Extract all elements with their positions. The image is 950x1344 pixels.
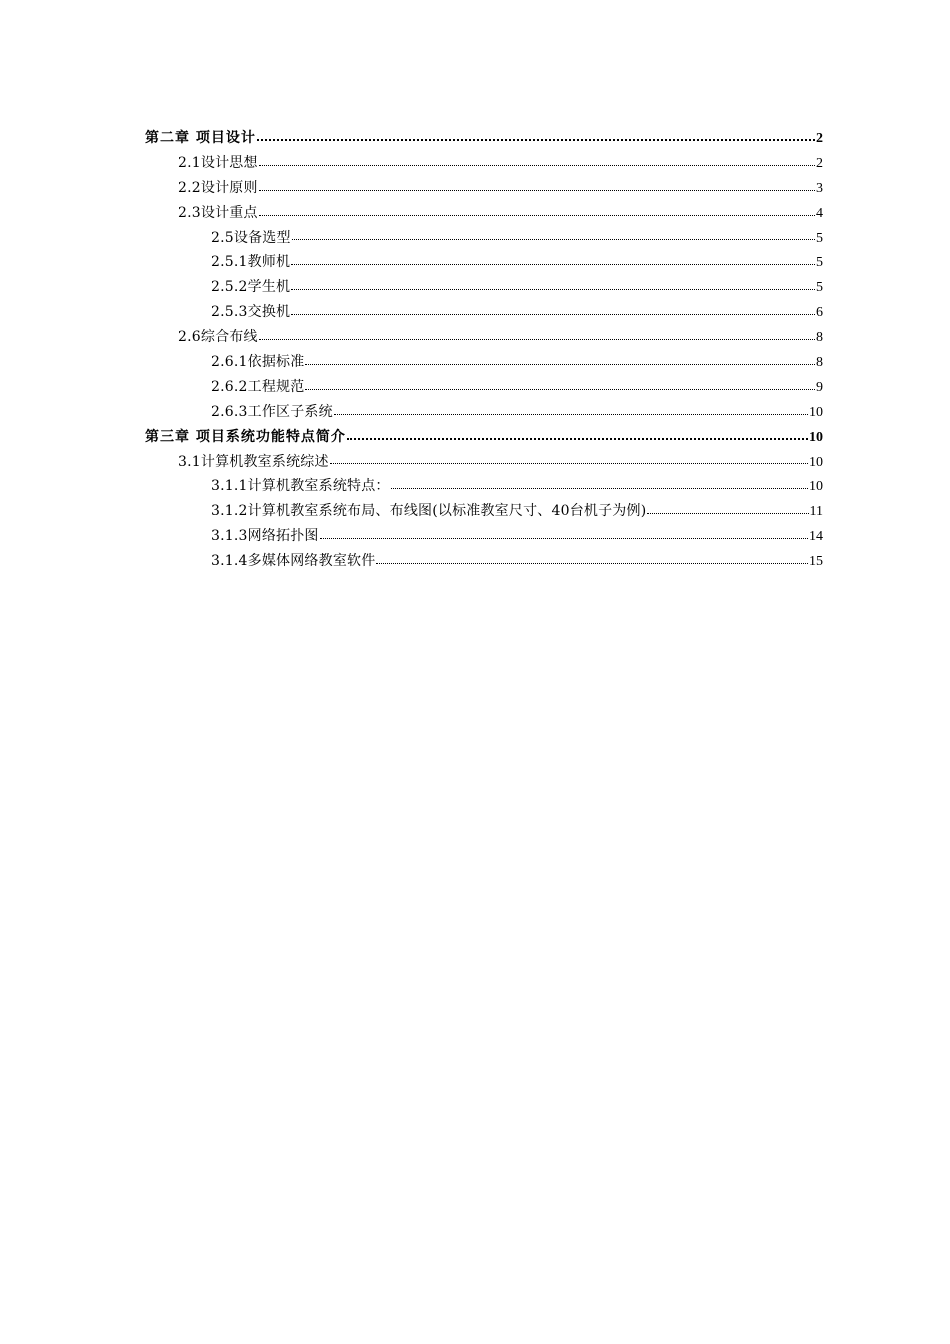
toc-page-number: 3 (816, 180, 823, 196)
toc-entry-label: 2.6.3工作区子系统 (211, 403, 333, 420)
toc-entry[interactable] (145, 300, 823, 325)
toc-dot-leader (376, 562, 808, 564)
toc-entry-label: 2.6综合布线 (178, 329, 258, 346)
toc-entry[interactable] (145, 499, 823, 524)
toc-entry[interactable] (145, 450, 823, 475)
toc-dot-leader (391, 487, 808, 489)
toc-entry-label: 3.1计算机教室系统综述 (178, 453, 329, 470)
toc-entry-label: 3.1.3网络拓扑图 (211, 528, 319, 545)
toc-entry[interactable] (145, 176, 823, 201)
toc-dot-leader (647, 512, 808, 514)
toc-entry[interactable] (145, 474, 823, 499)
toc-entry-label: 2.5.3交换机 (211, 304, 291, 321)
toc-page-number: 9 (816, 379, 823, 395)
toc-dot-leader (291, 288, 815, 290)
toc-entry[interactable] (145, 350, 823, 375)
toc-dot-leader (259, 189, 815, 191)
toc-entry[interactable] (145, 275, 823, 300)
toc-entry-label: 第二章 项目设计 (145, 130, 256, 146)
toc-entry-label: 2.6.1依据标准 (211, 354, 305, 371)
toc-dot-leader (291, 263, 815, 265)
toc-page-number: 8 (816, 355, 823, 371)
toc-page-number: 5 (816, 280, 823, 296)
toc-page-number: 14 (809, 529, 823, 545)
toc-page-number: 4 (816, 205, 823, 221)
toc-page-number: 6 (816, 305, 823, 321)
toc-dot-leader (320, 537, 808, 539)
toc-page-number: 10 (809, 404, 823, 420)
toc-dot-leader (259, 338, 815, 340)
toc-dot-leader (334, 413, 808, 415)
toc-entry-label: 2.5.2学生机 (211, 279, 291, 296)
toc-entry-label: 第三章 项目系统功能特点简介 (145, 428, 346, 445)
toc-entry[interactable] (145, 226, 823, 251)
toc-page-number: 2 (816, 131, 823, 146)
toc-entry[interactable] (145, 549, 823, 574)
toc-page-number: 5 (816, 230, 823, 246)
toc-page-number: 8 (816, 330, 823, 346)
toc-entry-label: 2.1设计思想 (178, 154, 258, 171)
toc-page-number: 5 (816, 255, 823, 271)
toc-dot-leader (292, 238, 815, 240)
toc-dot-leader (347, 437, 808, 440)
toc-dot-leader (259, 164, 815, 166)
toc-entry[interactable] (145, 325, 823, 350)
table-of-contents (145, 126, 823, 574)
toc-entry-label: 2.3设计重点 (178, 204, 258, 221)
toc-entry-label: 3.1.2计算机教室系统布局、布线图(以标准教室尺寸、40台机子为例) (211, 503, 647, 520)
toc-page-number: 11 (809, 504, 823, 520)
toc-entry[interactable] (145, 201, 823, 226)
toc-entry[interactable] (145, 400, 823, 425)
toc-entry[interactable] (145, 425, 823, 450)
toc-dot-leader (330, 462, 808, 464)
toc-entry-label: 2.2设计原则 (178, 179, 258, 196)
toc-entry[interactable] (145, 151, 823, 176)
toc-dot-leader (291, 313, 815, 315)
toc-page-number: 10 (809, 479, 823, 495)
toc-page-number: 10 (809, 429, 823, 445)
toc-entry[interactable] (145, 126, 823, 151)
toc-dot-leader (259, 214, 815, 216)
toc-dot-leader (305, 363, 815, 365)
toc-page-number: 15 (809, 554, 823, 570)
toc-dot-leader (257, 138, 815, 141)
toc-entry[interactable] (145, 524, 823, 549)
toc-entry[interactable] (145, 375, 823, 400)
toc-entry-label: 2.6.2工程规范 (211, 378, 305, 395)
toc-entry-label: 3.1.1计算机教室系统特点： (211, 478, 390, 495)
toc-page-number: 2 (816, 155, 823, 171)
toc-entry[interactable] (145, 250, 823, 275)
toc-dot-leader (305, 388, 815, 390)
toc-page-number: 10 (809, 454, 823, 470)
toc-entry-label: 3.1.4多媒体网络教室软件 (211, 553, 376, 570)
toc-entry-label: 2.5设备选型 (211, 229, 291, 246)
toc-entry-label: 2.5.1教师机 (211, 254, 291, 271)
